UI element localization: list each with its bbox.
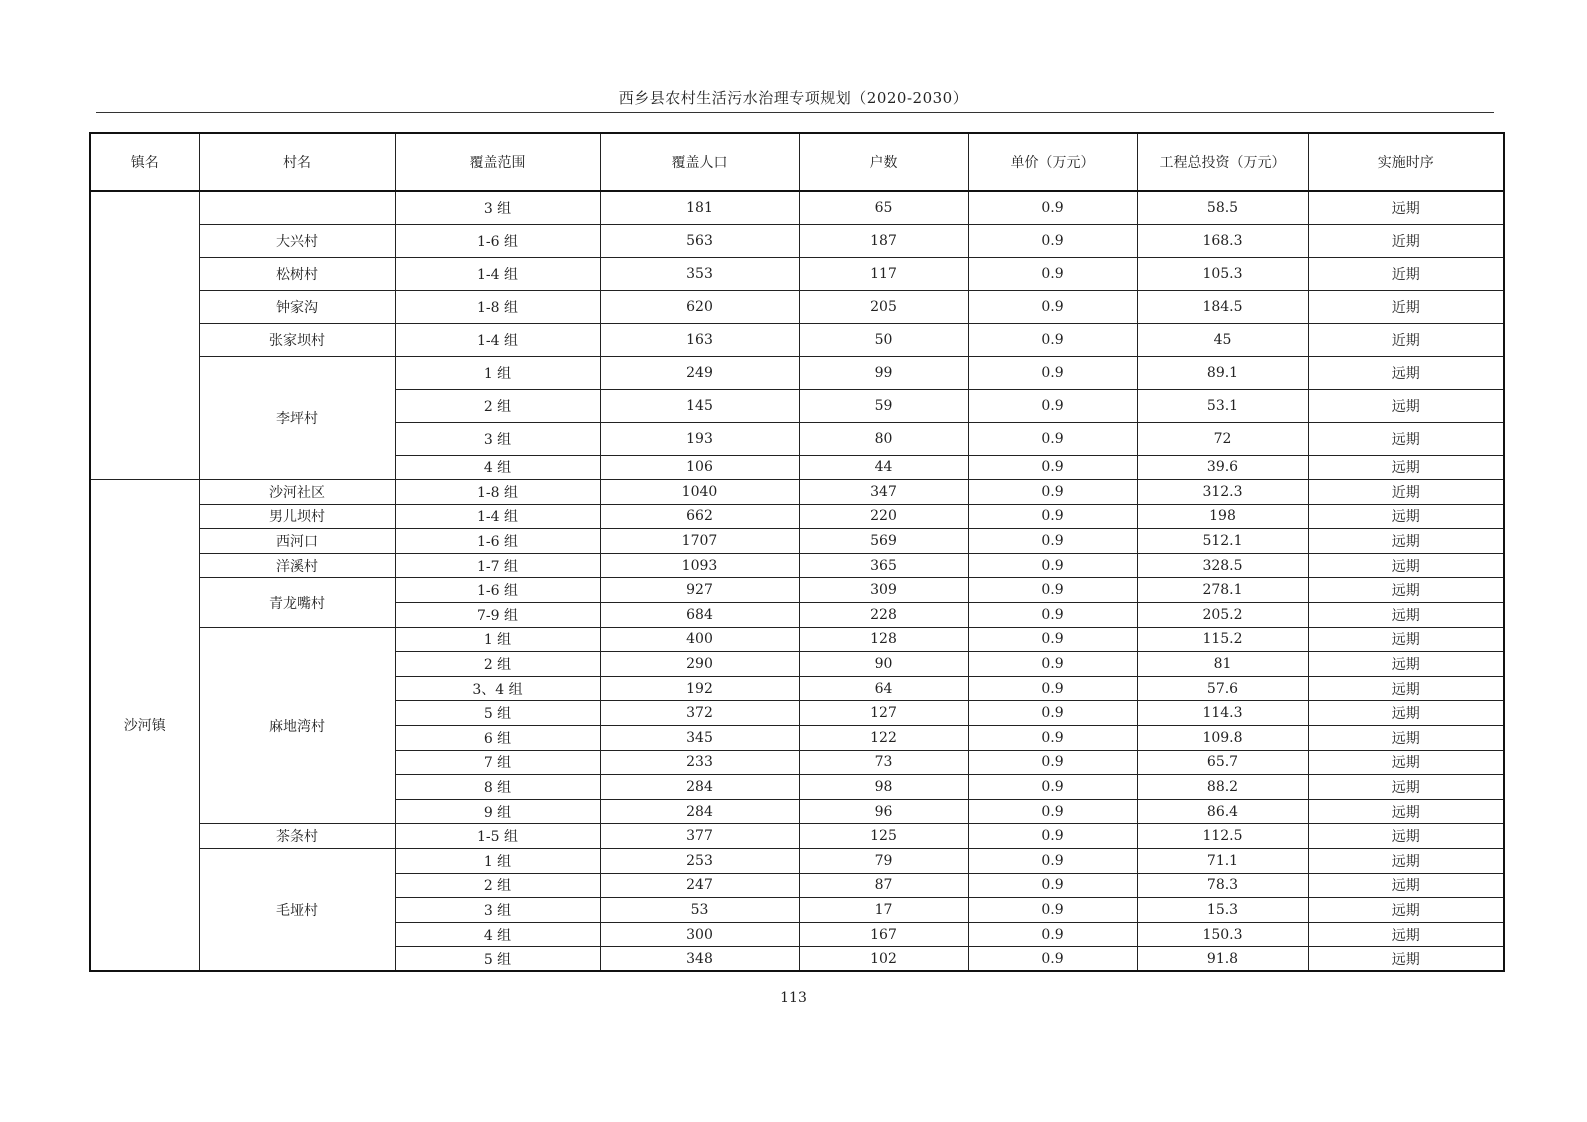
table-row <box>90 480 1504 505</box>
cell-population: 284 <box>600 799 799 824</box>
cell-households: 65 <box>799 191 968 224</box>
cell-unit-price: 0.9 <box>968 455 1137 480</box>
cell-households: 167 <box>799 922 968 947</box>
cell-unit-price: 0.9 <box>968 849 1137 874</box>
cell-phase: 远期 <box>1308 652 1504 677</box>
table-row <box>90 323 1504 356</box>
cell-village: 李坪村 <box>199 356 395 480</box>
cell-range: 1 组 <box>395 356 600 389</box>
cell-total-investment: 112.5 <box>1137 824 1308 849</box>
cell-households: 17 <box>799 898 968 923</box>
cell-households: 79 <box>799 849 968 874</box>
cell-unit-price: 0.9 <box>968 873 1137 898</box>
cell-phase: 远期 <box>1308 799 1504 824</box>
cell-range: 7 组 <box>395 750 600 775</box>
cell-unit-price: 0.9 <box>968 603 1137 628</box>
cell-households: 87 <box>799 873 968 898</box>
cell-total-investment: 328.5 <box>1137 553 1308 578</box>
cell-phase: 远期 <box>1308 922 1504 947</box>
cell-unit-price: 0.9 <box>968 627 1137 652</box>
cell-total-investment: 88.2 <box>1137 775 1308 800</box>
cell-range: 1-8 组 <box>395 290 600 323</box>
cell-total-investment: 312.3 <box>1137 480 1308 505</box>
cell-total-investment: 72 <box>1137 422 1308 455</box>
cell-range: 6 组 <box>395 726 600 751</box>
cell-total-investment: 86.4 <box>1137 799 1308 824</box>
cell-households: 117 <box>799 257 968 290</box>
cell-population: 927 <box>600 578 799 603</box>
table-row <box>90 191 1504 224</box>
cell-unit-price: 0.9 <box>968 224 1137 257</box>
page-header-title: 西乡县农村生活污水治理专项规划（2020-2030） <box>618 89 969 107</box>
cell-range: 9 组 <box>395 799 600 824</box>
cell-phase: 近期 <box>1308 224 1504 257</box>
cell-households: 64 <box>799 676 968 701</box>
investment-table <box>89 132 1505 972</box>
cell-households: 80 <box>799 422 968 455</box>
cell-village: 麻地湾村 <box>199 627 395 824</box>
cell-total-investment: 115.2 <box>1137 627 1308 652</box>
table-body <box>90 191 1504 971</box>
cell-phase: 远期 <box>1308 356 1504 389</box>
cell-total-investment: 45 <box>1137 323 1308 356</box>
cell-range: 1-7 组 <box>395 553 600 578</box>
cell-population: 662 <box>600 504 799 529</box>
column-header-town: 镇名 <box>90 133 199 191</box>
cell-population: 163 <box>600 323 799 356</box>
column-header-unit-price: 单价（万元） <box>968 133 1137 191</box>
cell-unit-price: 0.9 <box>968 922 1137 947</box>
cell-range: 1-6 组 <box>395 578 600 603</box>
table-row <box>90 529 1504 554</box>
cell-unit-price: 0.9 <box>968 726 1137 751</box>
cell-village: 毛垭村 <box>199 849 395 972</box>
cell-phase: 远期 <box>1308 389 1504 422</box>
cell-phase: 远期 <box>1308 750 1504 775</box>
cell-village: 男儿坝村 <box>199 504 395 529</box>
cell-population: 249 <box>600 356 799 389</box>
cell-households: 347 <box>799 480 968 505</box>
cell-population: 192 <box>600 676 799 701</box>
cell-population: 372 <box>600 701 799 726</box>
table-row <box>90 504 1504 529</box>
cell-population: 684 <box>600 603 799 628</box>
cell-households: 309 <box>799 578 968 603</box>
column-header-range: 覆盖范围 <box>395 133 600 191</box>
cell-population: 620 <box>600 290 799 323</box>
cell-range: 5 组 <box>395 701 600 726</box>
cell-village <box>199 191 395 224</box>
cell-phase: 近期 <box>1308 480 1504 505</box>
cell-phase: 远期 <box>1308 553 1504 578</box>
cell-village: 茶条村 <box>199 824 395 849</box>
cell-phase: 远期 <box>1308 849 1504 874</box>
cell-unit-price: 0.9 <box>968 389 1137 422</box>
cell-village: 沙河社区 <box>199 480 395 505</box>
cell-range: 1-5 组 <box>395 824 600 849</box>
cell-range: 1-6 组 <box>395 224 600 257</box>
cell-unit-price: 0.9 <box>968 553 1137 578</box>
cell-range: 2 组 <box>395 652 600 677</box>
cell-unit-price: 0.9 <box>968 578 1137 603</box>
table-row <box>90 356 1504 389</box>
cell-range: 4 组 <box>395 922 600 947</box>
cell-phase: 远期 <box>1308 529 1504 554</box>
cell-population: 377 <box>600 824 799 849</box>
cell-total-investment: 278.1 <box>1137 578 1308 603</box>
cell-unit-price: 0.9 <box>968 799 1137 824</box>
cell-phase: 远期 <box>1308 627 1504 652</box>
table-row <box>90 578 1504 603</box>
cell-households: 127 <box>799 701 968 726</box>
cell-range: 2 组 <box>395 873 600 898</box>
cell-total-investment: 105.3 <box>1137 257 1308 290</box>
cell-unit-price: 0.9 <box>968 290 1137 323</box>
cell-population: 284 <box>600 775 799 800</box>
cell-range: 5 组 <box>395 947 600 972</box>
cell-households: 365 <box>799 553 968 578</box>
cell-total-investment: 114.3 <box>1137 701 1308 726</box>
cell-range: 1-4 组 <box>395 323 600 356</box>
cell-range: 1 组 <box>395 627 600 652</box>
cell-population: 300 <box>600 922 799 947</box>
cell-population: 233 <box>600 750 799 775</box>
cell-town <box>90 191 199 480</box>
cell-unit-price: 0.9 <box>968 676 1137 701</box>
cell-population: 1040 <box>600 480 799 505</box>
cell-unit-price: 0.9 <box>968 750 1137 775</box>
cell-village: 西河口 <box>199 529 395 554</box>
page-number: 113 <box>780 990 807 1006</box>
cell-population: 345 <box>600 726 799 751</box>
cell-total-investment: 150.3 <box>1137 922 1308 947</box>
cell-unit-price: 0.9 <box>968 824 1137 849</box>
cell-unit-price: 0.9 <box>968 701 1137 726</box>
cell-phase: 远期 <box>1308 873 1504 898</box>
cell-phase: 远期 <box>1308 824 1504 849</box>
cell-total-investment: 512.1 <box>1137 529 1308 554</box>
cell-households: 96 <box>799 799 968 824</box>
cell-village: 松树村 <box>199 257 395 290</box>
cell-village: 洋溪村 <box>199 553 395 578</box>
cell-range: 1-4 组 <box>395 504 600 529</box>
cell-households: 125 <box>799 824 968 849</box>
cell-phase: 远期 <box>1308 504 1504 529</box>
cell-range: 1 组 <box>395 849 600 874</box>
cell-households: 128 <box>799 627 968 652</box>
cell-phase: 远期 <box>1308 701 1504 726</box>
cell-phase: 远期 <box>1308 775 1504 800</box>
cell-unit-price: 0.9 <box>968 257 1137 290</box>
column-header-population: 覆盖人口 <box>600 133 799 191</box>
cell-population: 400 <box>600 627 799 652</box>
cell-phase: 远期 <box>1308 898 1504 923</box>
cell-population: 181 <box>600 191 799 224</box>
cell-total-investment: 81 <box>1137 652 1308 677</box>
cell-population: 193 <box>600 422 799 455</box>
cell-unit-price: 0.9 <box>968 652 1137 677</box>
cell-phase: 远期 <box>1308 578 1504 603</box>
table-row <box>90 627 1504 652</box>
cell-total-investment: 184.5 <box>1137 290 1308 323</box>
cell-population: 348 <box>600 947 799 972</box>
cell-total-investment: 71.1 <box>1137 849 1308 874</box>
cell-range: 3、4 组 <box>395 676 600 701</box>
cell-unit-price: 0.9 <box>968 947 1137 972</box>
table-header-row <box>90 133 1504 191</box>
cell-phase: 远期 <box>1308 947 1504 972</box>
cell-phase: 远期 <box>1308 422 1504 455</box>
column-header-phase: 实施时序 <box>1308 133 1504 191</box>
cell-households: 220 <box>799 504 968 529</box>
table-row <box>90 824 1504 849</box>
table-row <box>90 224 1504 257</box>
cell-households: 73 <box>799 750 968 775</box>
cell-households: 122 <box>799 726 968 751</box>
cell-village: 钟家沟 <box>199 290 395 323</box>
cell-total-investment: 53.1 <box>1137 389 1308 422</box>
cell-population: 53 <box>600 898 799 923</box>
cell-phase: 近期 <box>1308 290 1504 323</box>
cell-range: 7-9 组 <box>395 603 600 628</box>
cell-total-investment: 78.3 <box>1137 873 1308 898</box>
cell-population: 1093 <box>600 553 799 578</box>
cell-total-investment: 15.3 <box>1137 898 1308 923</box>
cell-total-investment: 198 <box>1137 504 1308 529</box>
cell-total-investment: 39.6 <box>1137 455 1308 480</box>
cell-households: 50 <box>799 323 968 356</box>
cell-total-investment: 91.8 <box>1137 947 1308 972</box>
cell-range: 3 组 <box>395 191 600 224</box>
cell-households: 59 <box>799 389 968 422</box>
cell-unit-price: 0.9 <box>968 323 1137 356</box>
cell-households: 102 <box>799 947 968 972</box>
cell-population: 247 <box>600 873 799 898</box>
cell-phase: 近期 <box>1308 323 1504 356</box>
cell-total-investment: 57.6 <box>1137 676 1308 701</box>
cell-population: 145 <box>600 389 799 422</box>
cell-total-investment: 205.2 <box>1137 603 1308 628</box>
header-divider <box>96 112 1494 113</box>
cell-total-investment: 109.8 <box>1137 726 1308 751</box>
cell-population: 290 <box>600 652 799 677</box>
table-row <box>90 290 1504 323</box>
cell-total-investment: 58.5 <box>1137 191 1308 224</box>
cell-range: 2 组 <box>395 389 600 422</box>
column-header-total-investment: 工程总投资（万元） <box>1137 133 1308 191</box>
cell-unit-price: 0.9 <box>968 422 1137 455</box>
cell-village: 张家坝村 <box>199 323 395 356</box>
column-header-village: 村名 <box>199 133 395 191</box>
cell-phase: 远期 <box>1308 676 1504 701</box>
cell-range: 1-6 组 <box>395 529 600 554</box>
cell-households: 228 <box>799 603 968 628</box>
table-row <box>90 257 1504 290</box>
cell-range: 1-4 组 <box>395 257 600 290</box>
cell-phase: 远期 <box>1308 726 1504 751</box>
cell-unit-price: 0.9 <box>968 529 1137 554</box>
cell-range: 4 组 <box>395 455 600 480</box>
cell-population: 563 <box>600 224 799 257</box>
cell-range: 1-8 组 <box>395 480 600 505</box>
cell-households: 205 <box>799 290 968 323</box>
cell-households: 187 <box>799 224 968 257</box>
cell-households: 90 <box>799 652 968 677</box>
cell-phase: 远期 <box>1308 455 1504 480</box>
cell-population: 253 <box>600 849 799 874</box>
cell-unit-price: 0.9 <box>968 191 1137 224</box>
cell-range: 8 组 <box>395 775 600 800</box>
cell-unit-price: 0.9 <box>968 775 1137 800</box>
cell-village: 大兴村 <box>199 224 395 257</box>
cell-population: 353 <box>600 257 799 290</box>
cell-total-investment: 65.7 <box>1137 750 1308 775</box>
cell-unit-price: 0.9 <box>968 898 1137 923</box>
cell-total-investment: 168.3 <box>1137 224 1308 257</box>
cell-phase: 远期 <box>1308 191 1504 224</box>
cell-phase: 远期 <box>1308 603 1504 628</box>
table-row <box>90 849 1504 874</box>
cell-unit-price: 0.9 <box>968 356 1137 389</box>
cell-households: 98 <box>799 775 968 800</box>
cell-range: 3 组 <box>395 422 600 455</box>
cell-phase: 近期 <box>1308 257 1504 290</box>
table-row <box>90 553 1504 578</box>
cell-population: 1707 <box>600 529 799 554</box>
cell-unit-price: 0.9 <box>968 504 1137 529</box>
column-header-households: 户数 <box>799 133 968 191</box>
cell-households: 569 <box>799 529 968 554</box>
cell-range: 3 组 <box>395 898 600 923</box>
cell-town: 沙河镇 <box>90 480 199 972</box>
cell-unit-price: 0.9 <box>968 480 1137 505</box>
cell-total-investment: 89.1 <box>1137 356 1308 389</box>
cell-village: 青龙嘴村 <box>199 578 395 627</box>
cell-households: 99 <box>799 356 968 389</box>
cell-population: 106 <box>600 455 799 480</box>
cell-households: 44 <box>799 455 968 480</box>
